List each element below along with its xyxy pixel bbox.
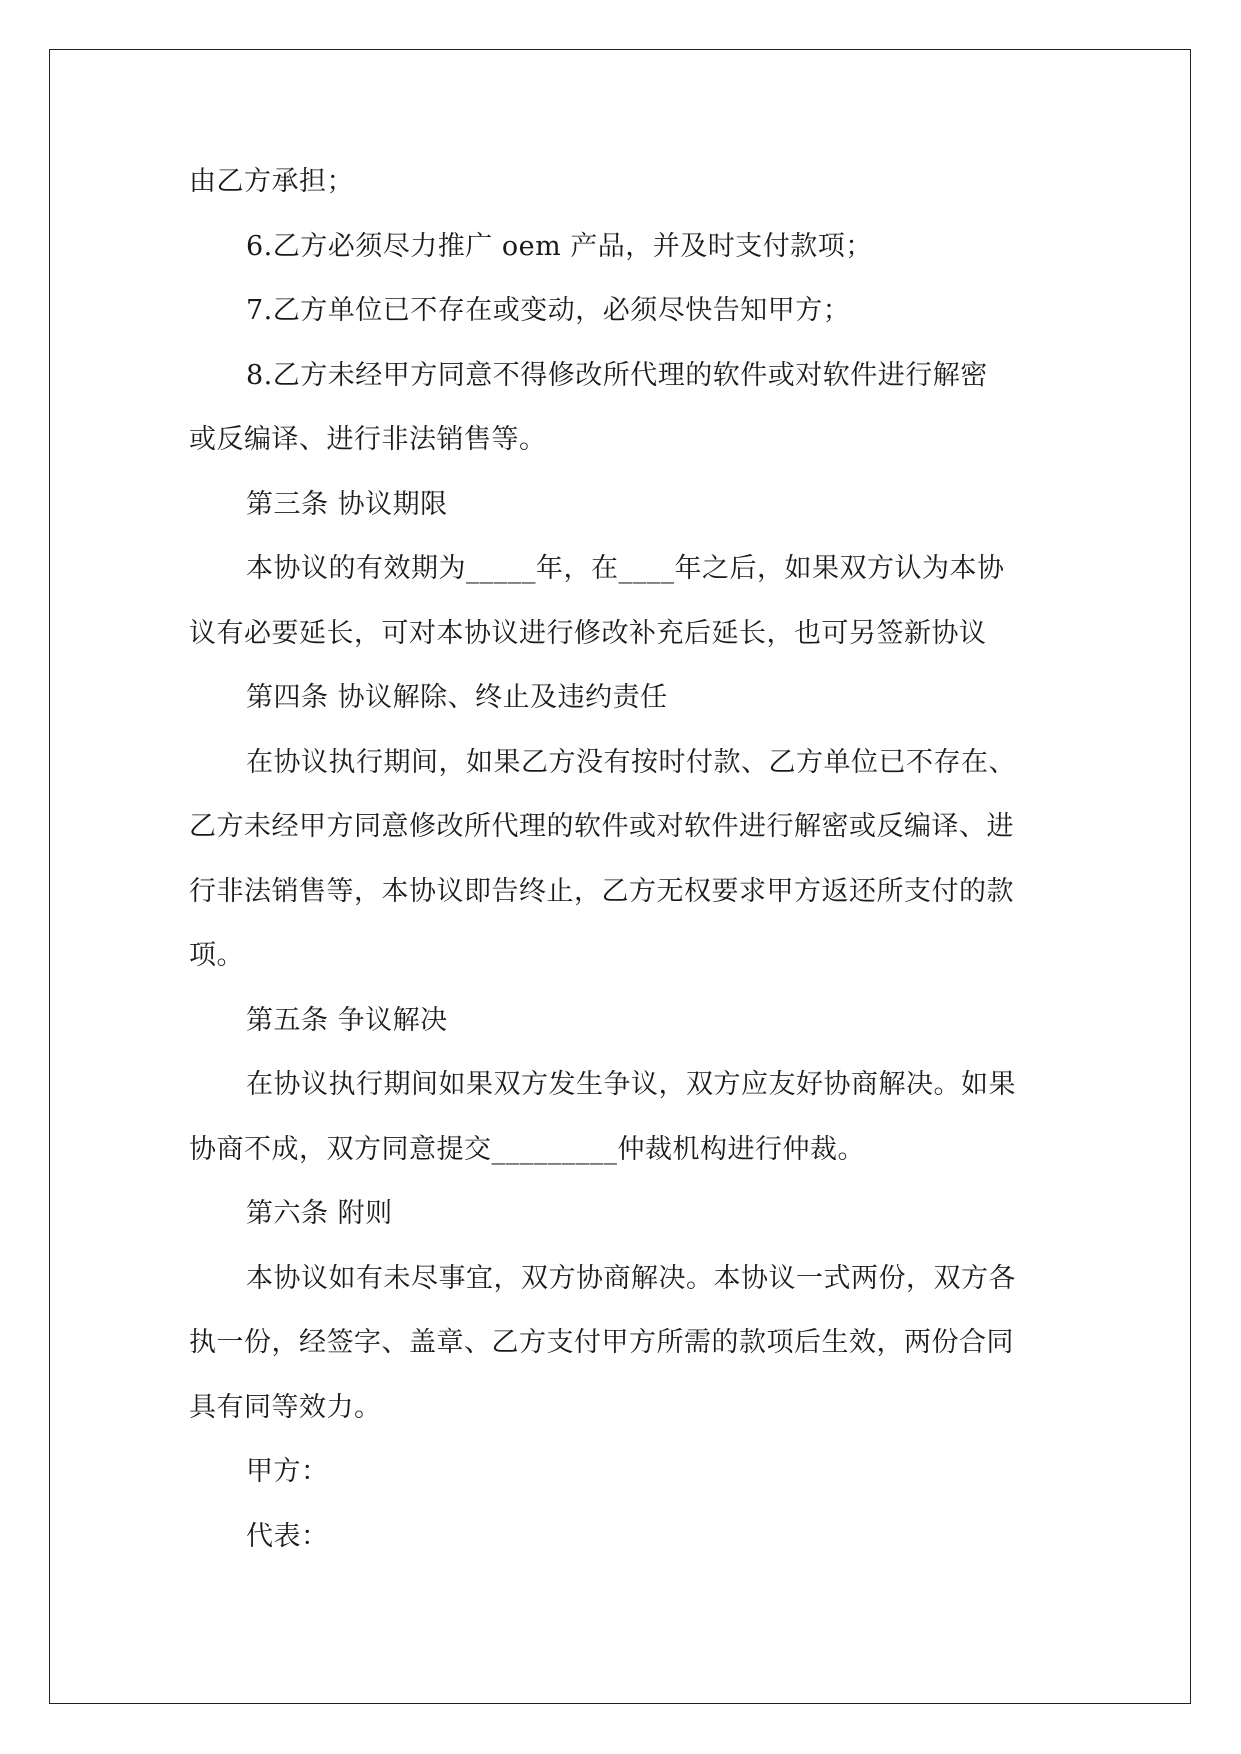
section-heading-5: 第五条 争议解决 [246, 1004, 448, 1036]
signature-party-a: 甲方： [246, 1456, 329, 1487]
text-line: 议有必要延长，可对本协议进行修改补充后延长，也可另签新协议 [189, 617, 987, 649]
section-heading-3: 第三条 协议期限 [246, 488, 448, 520]
text-line: 在协议执行期间如果双方发生争议，双方应友好协商解决。如果 [246, 1069, 1016, 1100]
text-line: 具有同等效力。 [189, 1391, 382, 1423]
text-line: 在协议执行期间，如果乙方没有按时付款、乙方单位已不存在、 [246, 746, 1016, 778]
section-heading-6: 第六条 附则 [246, 1198, 393, 1229]
text-line: 项。 [189, 940, 244, 971]
text-line: 乙方未经甲方同意修改所代理的软件或对软件进行解密或反编译、进 [189, 811, 1014, 842]
text-line: 或反编译、进行非法销售等。 [189, 424, 547, 455]
text-line: 本协议的有效期为_____年，在____年之后，如果双方认为本协 [246, 553, 1005, 584]
text-line: 执一份，经签字、盖章、乙方支付甲方所需的款项后生效，两份合同 [189, 1327, 1014, 1358]
text-line: 行非法销售等，本协议即告终止，乙方无权要求甲方返还所支付的款 [189, 875, 1014, 907]
section-heading-4: 第四条 协议解除、终止及违约责任 [246, 682, 668, 713]
signature-representative: 代表： [246, 1520, 329, 1552]
text-line: 本协议如有未尽事宜，双方协商解决。本协议一式两份，双方各 [246, 1262, 1016, 1294]
clause-item-6: 6.乙方必须尽力推广 oem 产品，并及时支付款项； [246, 230, 873, 262]
document-body [189, 150, 1069, 1569]
clause-item-7: 7.乙方单位已不存在或变动，必须尽快告知甲方； [246, 295, 851, 326]
text-line: 由乙方承担； [189, 166, 354, 197]
text-line: 协商不成，双方同意提交_________仲裁机构进行仲裁。 [189, 1133, 865, 1165]
clause-item-8: 8.乙方未经甲方同意不得修改所代理的软件或对软件进行解密 [246, 359, 988, 391]
